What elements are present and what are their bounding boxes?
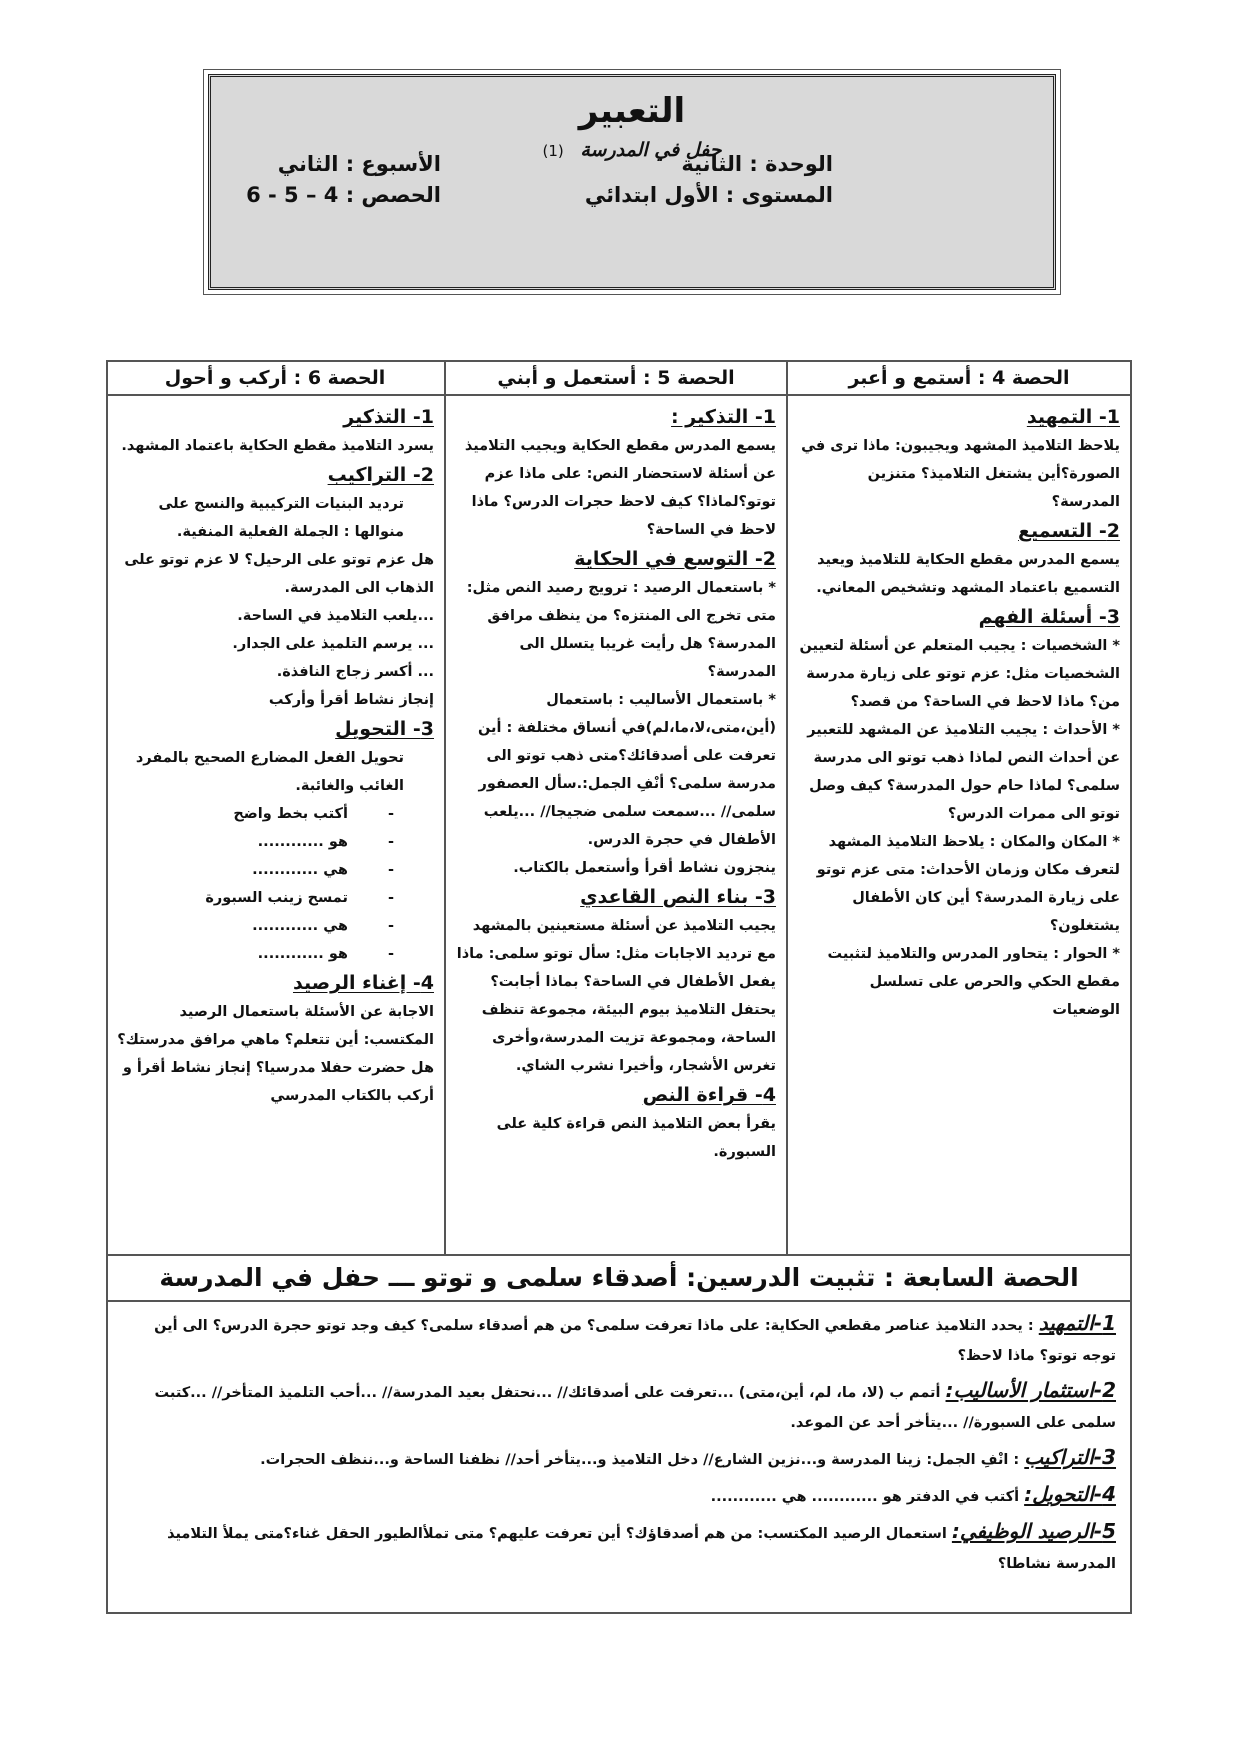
exercise-line: - هو ............ [257, 834, 394, 850]
section-heading: 3- التحويل [335, 718, 434, 740]
exercise-line: - هي ............ [252, 862, 394, 878]
section-text: يجيب التلاميذ عن أسئلة مستعينين بالمشهد مع ترديد الاجابات مثل: سأل توتو سلمى: ماذا يفعل الأطفال في الساحة؟ بماذا أجابت؟ يحتفل التلاميذ بيوم البيئة، مجموعة تنظف الساحة، ومجموعة تزيت المدرسة،وأخرى تغرس الأشجار، وأخيرا نشرب الشاي. [456, 918, 776, 1074]
unit-label: الوحدة : الثانية [681, 152, 833, 176]
exercise-line: - أكتب بخط واضح [233, 806, 394, 822]
exercise-line: ... يرسم التلميذ على الجدار. [232, 636, 434, 652]
section-text: هل عزم توتو على الرحيل؟ لا عزم توتو على الذهاب الى المدرسة. [124, 552, 434, 596]
section-text: * باستعمال الأساليب : باستعمال (أين،متى،لا،ما،لم)في أنساق مختلفة : أين تعرفت على أصدقائك؟متى ذهب توتو الى مدرسة سلمى؟ أنْفِ الجمل:.سأل العصفور سلمى// ...سمعت سلمى ضجيجا// ...يلعب الأطفال في حجرة الدرس. [477, 692, 776, 848]
week-label: الأسبوع : الثاني [277, 152, 441, 176]
section-heading: 1- التذكير [343, 406, 434, 428]
section-heading: 1- التذكير : [671, 406, 776, 428]
section-text: يقرأ بعض التلاميذ النص قراءة كلية على السبورة. [496, 1116, 776, 1160]
section-heading: 2- التسميع [1018, 520, 1120, 542]
session-5-column [444, 362, 788, 1254]
section-heading: 4- إغناء الرصيد [292, 972, 434, 994]
section-text: ترديد البنيات التركيبية والنسج على منوالها : الجملة الفعلية المنفية. [158, 496, 404, 540]
subtitle-text: حفل في المدرسة [580, 139, 722, 161]
section-heading: 1- التمهيد [1026, 406, 1120, 428]
subtitle-number: (1) [542, 142, 564, 160]
header-box [208, 74, 1056, 290]
section-heading: 3- أسئلة الفهم [978, 606, 1120, 628]
section-text: تحويل الفعل المضارع الصحيح بالمفرد الغائب والغائبة. [135, 750, 404, 794]
session-4-header: الحصة 4 : أستمع و أعبر [788, 362, 1130, 396]
section-text: ينجزون نشاط أقرأ وأستعمل بالكتاب. [513, 860, 776, 876]
exercise-line: - هو ............ [257, 946, 394, 962]
section-text: * باستعمال الرصيد : ترويج رصيد النص مثل: متى تخرج الى المنتزه؟ من ينظف مرافق المدرسة؟ هل رأيت غريبا يتسلل الى المدرسة؟ [466, 580, 776, 680]
section-heading: 2- التراكيب [327, 464, 434, 486]
section-text: يسرد التلاميذ مقطع الحكاية باعتماد المشهد. [121, 438, 434, 454]
session-5-header: الحصة 5 : أستعمل و أبني [446, 362, 786, 396]
section-heading: 2- التوسع في الحكاية [574, 548, 776, 570]
exercise-line: إنجاز نشاط أقرأ وأركب [268, 692, 434, 708]
exercise-line: ...يلعب التلاميذ في الساحة. [237, 608, 434, 624]
section-text: * المكان والمكان : يلاحظ التلاميذ المشهد لتعرف مكان وزمان الأحداث: متى عزم توتو على زيارة المدرسة؟ أين كان الأطفال يشتغلون؟ [816, 834, 1120, 934]
section-heading: 3- بناء النص القاعدي [580, 886, 776, 908]
session-7-title: الحصة السابعة : تثبيت الدرسين: أصدقاء سلمى و توتو ـــ حفل في المدرسة [108, 1254, 1130, 1302]
section-text: * الشخصيات : يجيب المتعلم عن أسئلة لتعيين الشخصيات مثل: عزم توتو على زيارة مدرسة من؟ ماذا لاحظ في الساحة؟ من قصد؟ [799, 638, 1120, 710]
section-text: يسمع المدرس مقطع الحكاية للتلاميذ ويعيد التسميع باعتماد المشهد وتشخيص المعاني. [816, 552, 1120, 596]
session-6-header: الحصة 6 : أركب و أحول [106, 362, 444, 396]
exercise-line: ... أكسر زجاج النافذة. [276, 664, 434, 680]
session-7-item: 1-التمهيد : يحدد التلاميذ عناصر مقطعي الحكاية: على ماذا تعرفت سلمى؟ من هم أصدقاء سلمى؟ كيف وجد توتو حجرة الدرس؟ الى أين توجه توتو؟ ماذا لاحظ؟ [154, 1311, 1116, 1364]
level-label: المستوى : الأول ابتدائي [584, 183, 833, 207]
section-text: يلاحظ التلاميذ المشهد ويجيبون: ماذا ترى في الصورة؟أين يشتغل التلاميذ؟ متنزين المدرسة؟ [801, 438, 1120, 510]
section-text: يسمع المدرس مقطع الحكاية ويجيب التلاميذ عن أسئلة لاستحضار النص: على ماذا عزم توتو؟لماذا؟ كيف لاحظ حجرات الدرس؟ ماذا لاحظ في الساحة؟ [464, 438, 776, 538]
section-heading: 4- قراءة النص [642, 1084, 776, 1106]
session-7-item: 4-التحويل: أكتب في الدفتر هو ............ هي ............ [710, 1482, 1116, 1506]
section-text: * الحوار : يتحاور المدرس والتلاميذ لتثبيت مقطع الحكي والحرص على تسلسل الوضعيات [827, 946, 1120, 1018]
session-7-item: 2-استثمار الأساليب: أتمم ب (لا، ما، لم، أين،متى) ...تعرفت على أصدقائك// ...نحتفل بعيد المدرسة// ...أحب التلميذ المتأخر// ...كتبت سلمى على السبورة// ...يتأخر أحد عن الموعد. [154, 1378, 1116, 1431]
section-text: * الأحداث : يجيب التلاميذ عن المشهد للتعبير عن أحداث النص لماذا ذهب توتو الى مدرسة سلمى؟ لماذا حام حول المدرسة؟ كيف وصل توتو الى ممرات الدرس؟ [807, 722, 1120, 822]
session-7-body [108, 1300, 1130, 1583]
section-text: الاجابة عن الأسئلة باستعمال الرصيد المكتسب: أين تتعلم؟ ماهي مرافق مدرستك؟ هل حضرت حفلا مدرسيا؟ إنجاز نشاط أقرأ و أركب بالكتاب المدرسي [117, 1004, 434, 1104]
sessions-label: الحصص : 4 – 5 - 6 [246, 183, 441, 207]
session-4-column [788, 362, 1130, 1254]
exercise-line: - هي ............ [252, 918, 394, 934]
session-7-item: 3-التراكيب : انْفِ الجمل: زينا المدرسة و...نزين الشارع// دخل التلاميذ و...يتأخر أحد// نظفنا الساحة و...ننظف الحجرات. [260, 1445, 1116, 1469]
session-6-column [106, 362, 444, 1254]
session-7-item: 5-الرصيد الوظيفي: استعمال الرصيد المكتسب: من هم أصدقاؤك؟ أين تعرفت عليهم؟ متى تملأالطيور الحقل غناء؟متى يملأ التلاميذ المدرسة نشاطا؟ [167, 1519, 1116, 1572]
exercise-line: - تمسح زينب السبورة [205, 890, 394, 906]
page-title: التعبير [578, 91, 686, 131]
lesson-table [106, 360, 1132, 1614]
